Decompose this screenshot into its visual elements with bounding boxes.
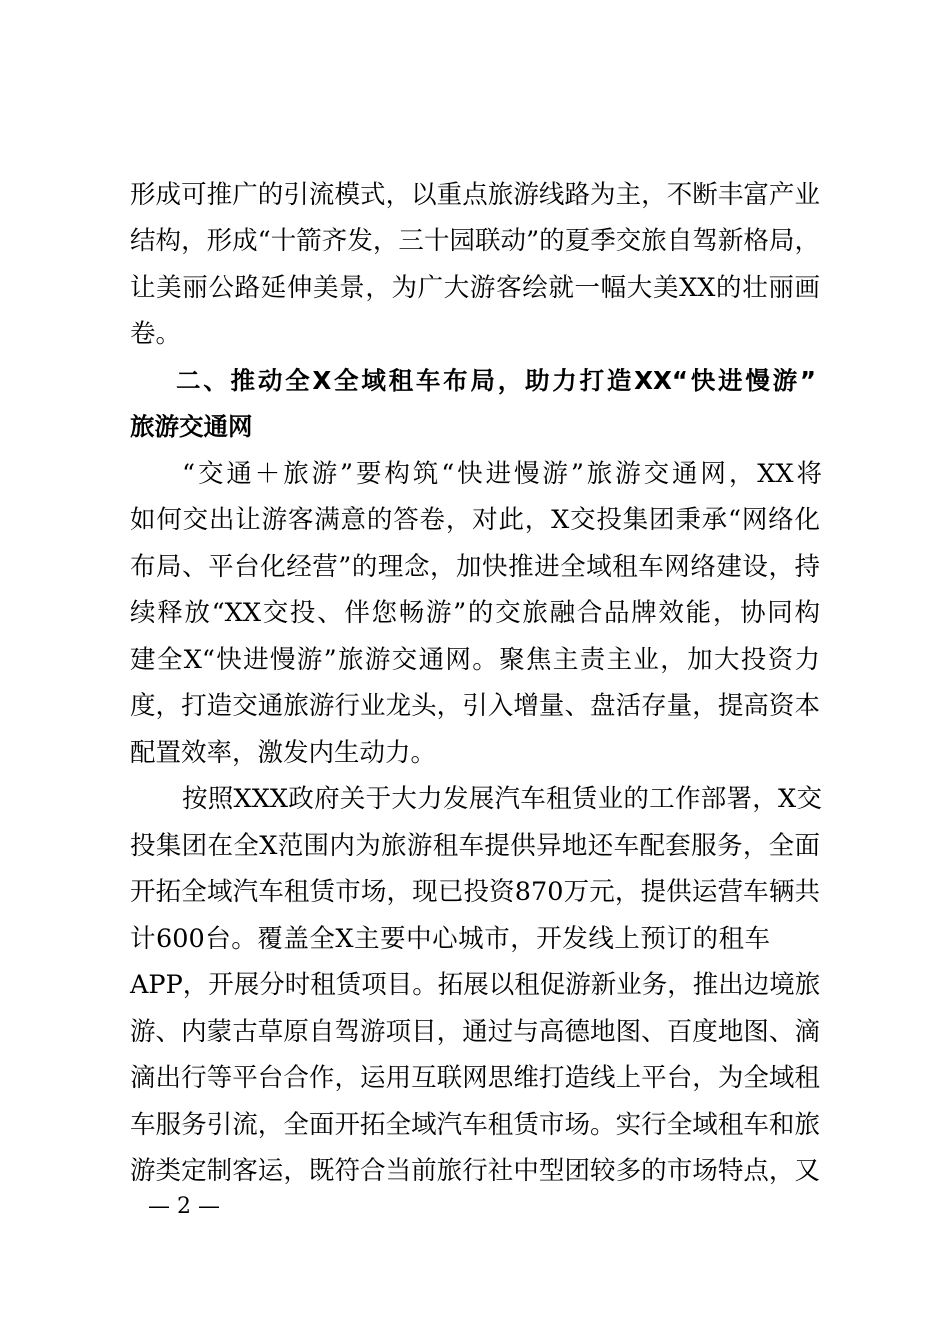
- section-heading: 旅游交通网: [130, 412, 253, 441]
- paragraph-line: APP，开展分时租赁项目。拓展以租促游新业务，推出边境旅: [130, 970, 821, 1000]
- paragraph-line: 卷。: [130, 319, 182, 349]
- paragraph-line: 开拓全域汽车租赁市场，现已投资870万元，提供运营车辆共: [130, 877, 820, 907]
- paragraph-line: 形成可推广的引流模式，以重点旅游线路为主，不断丰富产业: [130, 180, 820, 210]
- paragraph-line: 按照XXX政府关于大力发展汽车租赁业的工作部署，X交: [182, 784, 822, 814]
- page-number: — 2 —: [148, 1194, 220, 1219]
- paragraph-line: 配置效率，激发内生动力。: [130, 738, 437, 768]
- section-heading: 二、推动全X全域租车布局，助力打造XX“快进慢游”: [176, 366, 816, 395]
- paragraph-line: 让美丽公路延伸美景，为广大游客绘就一幅大美XX的壮丽画: [130, 273, 820, 303]
- paragraph-line: 如何交出让游客满意的答卷，对此，X交投集团秉承“网络化: [130, 505, 820, 535]
- paragraph-line: 游、内蒙古草原自驾游项目，通过与高德地图、百度地图、滴: [130, 1017, 820, 1047]
- paragraph-line: 续释放“XX交投、伴您畅游”的交旅融合品牌效能，协同构: [130, 598, 820, 628]
- paragraph-line: 结构，形成“十箭齐发，三十园联动”的夏季交旅自驾新格局，: [130, 226, 820, 256]
- paragraph-line: 投集团在全X范围内为旅游租车提供异地还车配套服务，全面: [130, 831, 820, 861]
- paragraph-line: “交通＋旅游”要构筑“快进慢游”旅游交通网，XX将: [182, 459, 822, 489]
- paragraph-line: 滴出行等平台合作，运用互联网思维打造线上平台，为全域租: [130, 1063, 820, 1093]
- paragraph-line: 车服务引流，全面开拓全域汽车租赁市场。实行全域租车和旅: [130, 1110, 820, 1140]
- paragraph-line: 游类定制客运，既符合当前旅行社中型团较多的市场特点，又: [130, 1156, 820, 1186]
- paragraph-line: 布局、平台化经营”的理念，加快推进全域租车网络建设，持: [130, 552, 820, 582]
- paragraph-line: 度，打造交通旅游行业龙头，引入增量、盘活存量，提高资本: [130, 691, 820, 721]
- paragraph-line: 建全X“快进慢游”旅游交通网。聚焦主责主业，加大投资力: [130, 645, 820, 675]
- paragraph-line: 计600台。覆盖全X主要中心城市，开发线上预订的租车: [130, 924, 770, 954]
